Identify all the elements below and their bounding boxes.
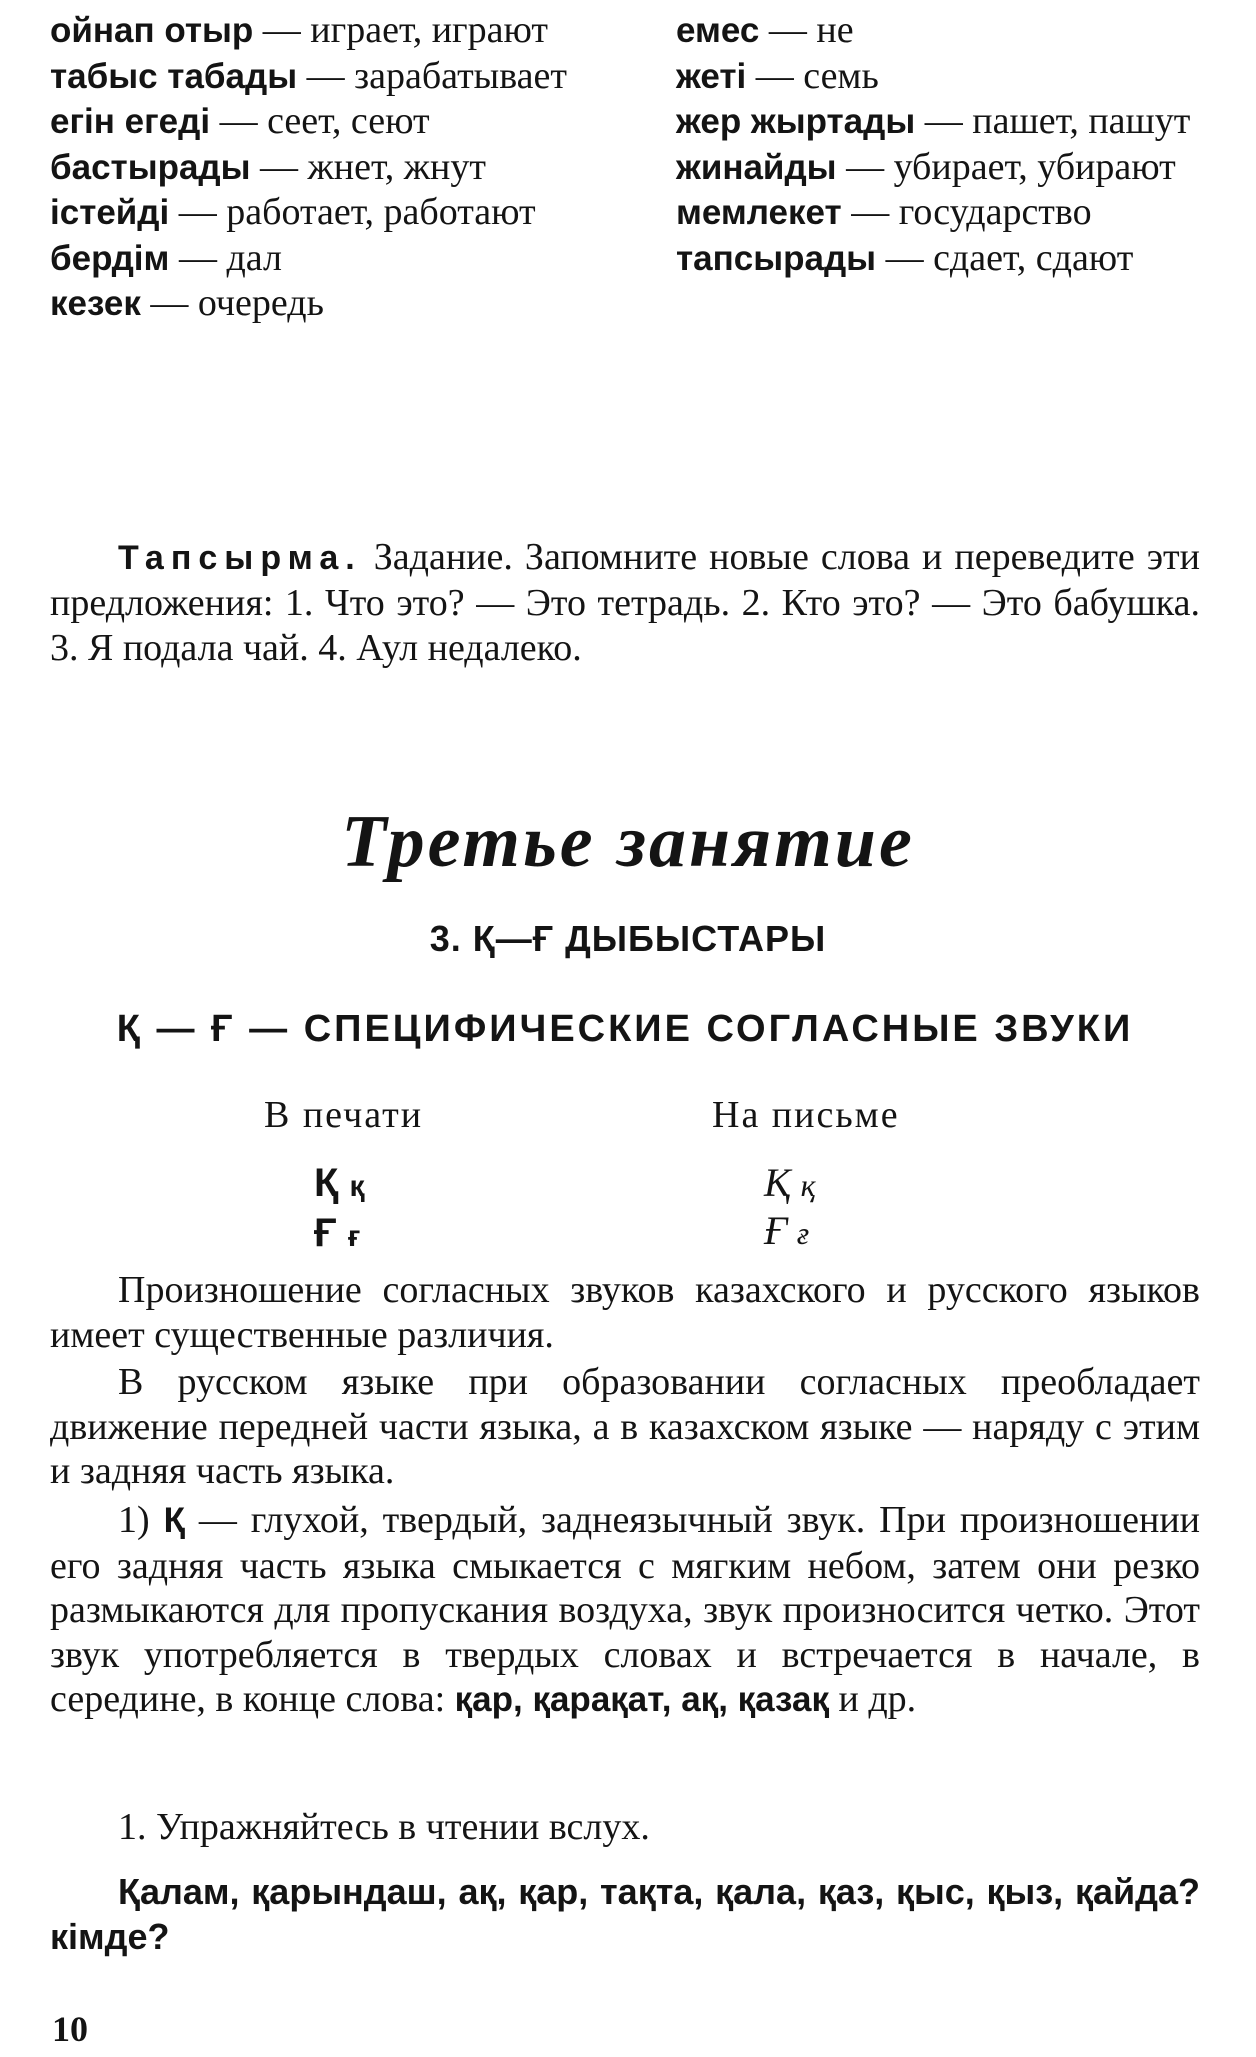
vocab-translation: — жнет, жнут	[250, 145, 486, 188]
vocab-entry	[676, 99, 1236, 145]
script-column-header: На письме	[712, 1094, 900, 1136]
exercise-instruction: 1. Упражняйтесь в чтении вслух.	[118, 1806, 650, 1848]
paragraph-2: В русском языке при образовании согласных преобладает движение передней части языка, а в казахском языке — наряду с этим и задняя часть языка.	[50, 1361, 1200, 1492]
page-number: 10	[52, 2009, 88, 2049]
script-letters	[764, 1160, 816, 1256]
vocab-entry	[50, 281, 635, 327]
vocab-translation: — играет, играют	[253, 9, 548, 51]
vocab-translation: — сдает, сдают	[876, 236, 1134, 279]
vocab-translation: — сеет, сеют	[210, 100, 430, 142]
script-lower-letter: қ	[800, 1167, 816, 1203]
paragraph-text: — глухой, твердый, заднеязычный звук. При произношении его задняя часть языка смыкается с мягким небом, затем они резко размыкаются для пропускания воздуха, звук произносится четко. Этот звук употребляется в твердых словах и встречается в начале, в середине, в конце слова:	[50, 1499, 1200, 1720]
paragraph-3	[50, 1498, 1200, 1723]
vocab-entry	[676, 8, 1236, 54]
vocab-translation: — пашет, пашут	[915, 100, 1191, 142]
lesson-title: Третье занятие	[341, 801, 915, 883]
paragraph-1: Произношение согласных звуков казахского и русского языков имеет существенные различия.	[50, 1269, 1200, 1356]
vocab-translation: — государство	[841, 191, 1092, 233]
vocab-word: ойнап отыр	[50, 11, 254, 50]
vocab-word: тапсырады	[676, 238, 877, 278]
task-paragraph	[50, 535, 1200, 671]
paragraph-keyword: Қ	[163, 1501, 185, 1540]
letter-row	[314, 1210, 365, 1260]
vocab-entry	[50, 190, 635, 236]
vocab-word: жинайды	[676, 147, 837, 187]
vocab-word: табыс табады	[50, 56, 298, 96]
vocab-translation: — зарабатывает	[297, 54, 567, 97]
print-column-header: В печати	[264, 1094, 424, 1136]
print-upper-letter: Ғ	[314, 1211, 337, 1255]
paragraph-ending: и др.	[828, 1678, 917, 1720]
print-lower-letter: қ	[349, 1170, 365, 1203]
script-upper-letter: Қ	[764, 1160, 791, 1205]
vocab-entry	[50, 145, 635, 191]
vocab-word: емес	[676, 11, 760, 50]
vocab-translation: — убирает, убирают	[836, 145, 1176, 188]
section-title: 3. Қ—Ғ ДЫБЫСТАРЫ	[429, 918, 827, 959]
vocab-word: жер жыртады	[676, 102, 916, 141]
vocab-word: мемлекет	[676, 193, 842, 232]
script-lower-letter: ғ	[796, 1215, 810, 1251]
vocab-translation: — дал	[169, 236, 282, 279]
vocab-translation: — семь	[746, 54, 879, 97]
letter-row	[764, 1160, 816, 1208]
task-label: Тапсырма.	[118, 539, 362, 577]
section-subtitle: Қ — Ғ — СПЕЦИФИЧЕСКИЕ СОГЛАСНЫЕ ЗВУКИ	[116, 1008, 1134, 1050]
vocab-word: кезек	[50, 284, 141, 323]
printed-letters	[314, 1160, 365, 1260]
vocab-entry	[50, 99, 635, 145]
vocabulary-left-column	[50, 8, 635, 327]
vocab-translation: — работает, работают	[169, 191, 536, 233]
vocab-entry	[676, 54, 1236, 100]
vocab-word: істейді	[50, 193, 170, 232]
vocab-entry	[50, 236, 635, 282]
vocab-translation: — очередь	[140, 282, 324, 324]
vocab-word: егін егеді	[50, 102, 211, 141]
script-upper-letter: Ғ	[764, 1208, 787, 1253]
print-lower-letter: ғ	[347, 1220, 361, 1253]
print-upper-letter: Қ	[314, 1161, 339, 1205]
vocabulary-right-column	[676, 8, 1236, 281]
vocab-translation: — не	[759, 9, 854, 51]
vocab-word: бастырады	[50, 147, 251, 187]
paragraph-examples: қар, қарақат, ақ, қазақ	[454, 1680, 829, 1719]
paragraph-number: 1)	[118, 1499, 164, 1541]
letter-row	[764, 1208, 816, 1256]
vocab-entry	[676, 145, 1236, 191]
vocab-entry	[50, 8, 635, 54]
vocab-entry	[676, 190, 1236, 236]
vocab-word: жеті	[676, 56, 747, 96]
vocab-word: бердім	[50, 238, 170, 278]
vocab-entry	[50, 54, 635, 100]
vocab-entry	[676, 236, 1236, 282]
task-text: Задание. Запомните новые слова и переведите эти предложения: 1. Что это? — Это тетрадь. 2. Кто это? — Это бабушка. 3. Я подала чай. 4. Аул недалеко.	[50, 536, 1200, 669]
letter-row	[314, 1160, 365, 1210]
exercise-words: Қалам, қарындаш, ақ, қар, тақта, қала, қаз, қыс, қыз, қайда? кімде?	[50, 1871, 1200, 1957]
